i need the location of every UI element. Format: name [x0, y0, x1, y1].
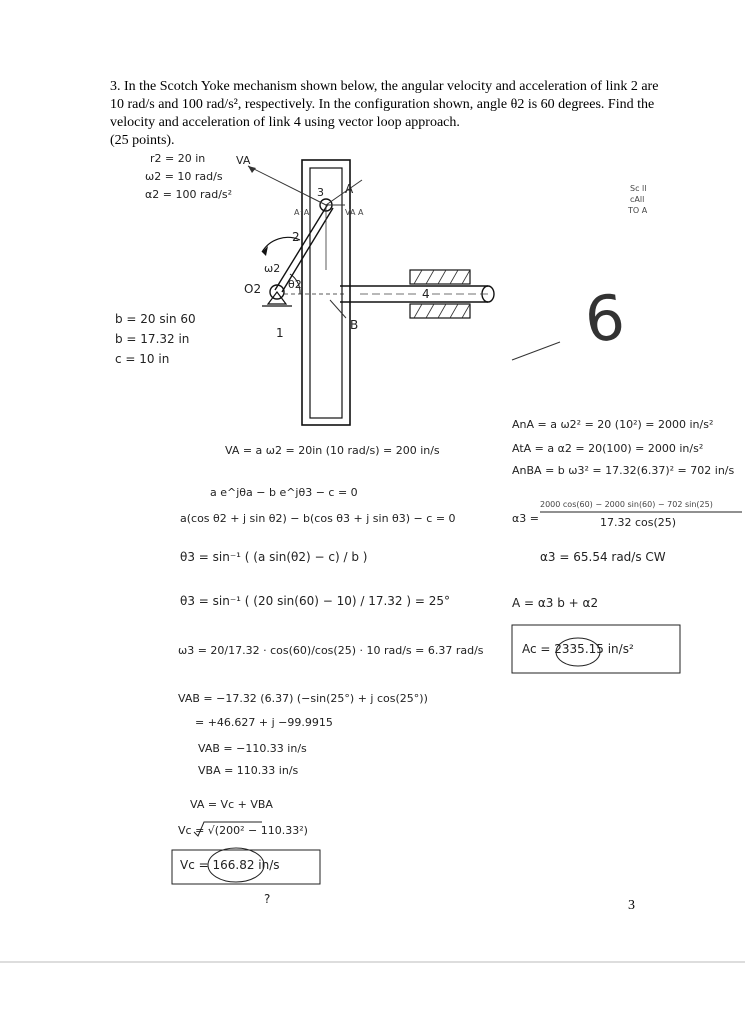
work-vab2: = +46.627 + j −99.9915	[195, 716, 333, 729]
given-alpha2: α2 = 100 rad/s²	[145, 188, 233, 201]
label-aa: A⁺A	[294, 208, 310, 217]
work-loop: a e^jθa − b e^jθ3 − c = 0	[210, 486, 358, 499]
b-leader	[330, 300, 346, 318]
work-vc-result: Vc = 166.82 in/s	[180, 858, 280, 872]
side-note-3: TO A	[628, 206, 648, 215]
label-point-b: B	[350, 318, 359, 332]
work-alpha3-numerator: 2000 cos(60) − 2000 sin(60) − 702 sin(25)	[540, 500, 713, 509]
work-vc-calc: Vc = √(200² − 110.33²)	[178, 824, 308, 837]
a-leader	[326, 180, 362, 205]
given-omega2: ω2 = 10 rad/s	[145, 170, 223, 183]
work-question: ?	[264, 892, 271, 906]
work-vsum: VA = Vc + VBA	[190, 798, 273, 811]
side-note-2: cAll	[630, 195, 645, 204]
work-a-tangent: AtA = a α2 = 20(100) = 2000 in/s²	[512, 442, 704, 455]
work-vab3: VAB = −110.33 in/s	[198, 742, 307, 755]
work-expand: a(cos θ2 + j sin θ2) − b(cos θ3 + j sin θ3) − c = 0	[180, 512, 456, 525]
label-pivot-o2: O2	[244, 282, 262, 296]
label-va: VA	[236, 154, 251, 167]
label-vaa: VA A	[345, 208, 364, 217]
bearing-top	[410, 270, 470, 284]
yoke-outer	[302, 160, 350, 425]
work-alpha3-denominator: 17.32 cos(25)	[600, 516, 677, 529]
work-theta3-value: θ3 = sin⁻¹ ( (20 sin(60) − 10) / 17.32 ) = 25°	[180, 594, 451, 608]
mark-stroke	[512, 342, 560, 360]
work-a-result: Ac = 2335.15 in/s²	[522, 642, 634, 656]
page-number: 3	[628, 898, 635, 913]
bearing-bottom	[410, 304, 470, 318]
label-point-a: A	[345, 182, 354, 196]
label-link-4: 4	[422, 287, 430, 301]
work-va: VA = a ω2 = 20in (10 rad/s) = 200 in/s	[225, 444, 440, 457]
problem-points: (25 points).	[110, 133, 175, 148]
label-omega2: ω2	[264, 262, 281, 275]
geom-b-expr: b = 20 sin 60	[115, 312, 196, 326]
work-omega3: ω3 = 20/17.32 · cos(60)/cos(25) · 10 rad/s = 6.37 rad/s	[178, 644, 484, 657]
work-alpha3-lhs: α3 =	[512, 512, 539, 525]
geom-b-value: b = 17.32 in	[115, 332, 190, 346]
label-link-2: 2	[292, 230, 300, 244]
geom-c-value: c = 10 in	[115, 352, 170, 366]
problem-number: 3.	[110, 79, 121, 94]
problem-text: In the Scotch Yoke mechanism shown below, the angular velocity and acceleration of link 2 are 10 rad/s and 100 rad/s², respectively. In the configuration shown, angle θ2 is 60 degrees. Find the velocity and acceleration of link 4 using vector loop approach.	[110, 79, 659, 130]
side-note-1: Sc ll	[630, 184, 647, 193]
work-a-eq: A = α3 b + α2	[512, 596, 599, 610]
given-r2: r2 = 20 in	[150, 152, 206, 165]
work-vab: VAB = −17.32 (6.37) (−sin(25°) + j cos(25°))	[178, 692, 428, 705]
work-a-ba: AnBA = b ω3² = 17.32(6.37)² = 702 in/s	[512, 464, 735, 477]
work-vba: VBA = 110.33 in/s	[198, 764, 299, 777]
work-theta3-formula: θ3 = sin⁻¹ ( (a sin(θ2) − c) / b )	[180, 550, 368, 564]
label-theta2: θ2	[288, 278, 302, 291]
work-a-normal: AnA = a ω2² = 20 (10²) = 2000 in/s²	[512, 418, 714, 431]
va-vector	[248, 166, 326, 205]
work-alpha3-value: α3 = 65.54 rad/s CW	[540, 550, 666, 564]
label-link-3: 3	[317, 186, 324, 199]
label-link-1: 1	[276, 326, 284, 340]
grade-mark: 6	[581, 280, 629, 357]
